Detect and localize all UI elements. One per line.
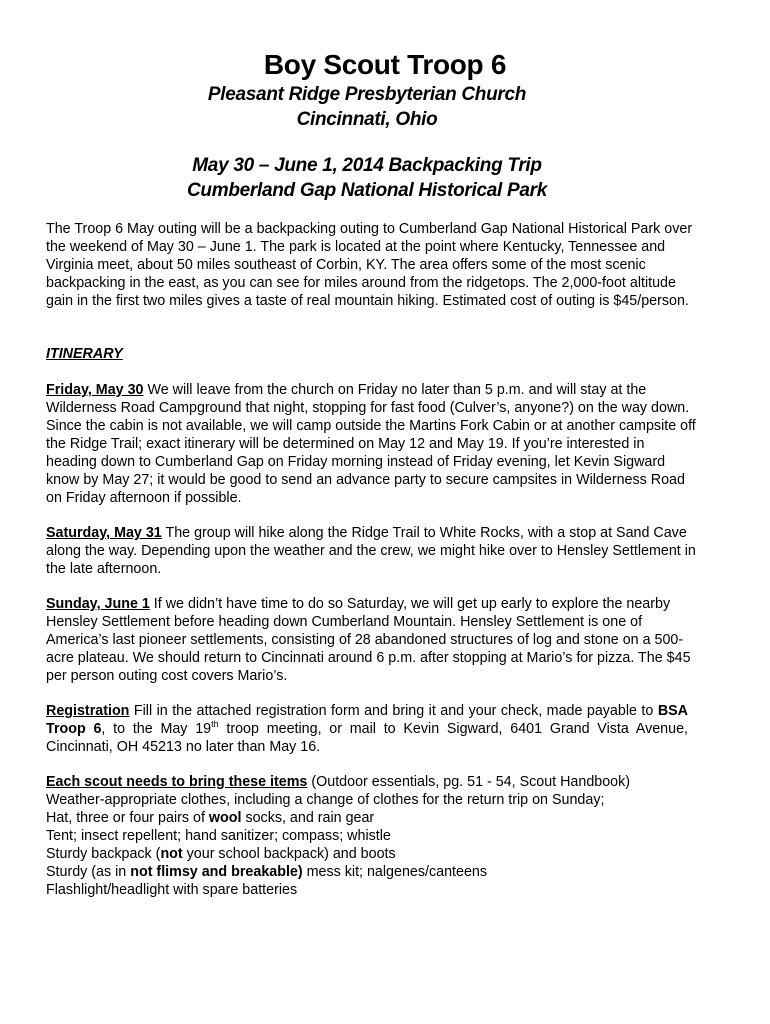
items-note: (Outdoor essentials, pg. 51 - 54, Scout Handbook) xyxy=(307,774,631,790)
items-line-2-c: socks, and rain gear xyxy=(241,810,375,826)
items-line-1: Weather-appropriate clothes, including a change of clothes for the return trip on Sunday; xyxy=(46,792,605,808)
items-line-2-a: Hat, three or four pairs of xyxy=(46,810,209,826)
items-line-6: Flashlight/headlight with spare batteries xyxy=(46,882,298,898)
items-heading-line xyxy=(46,773,726,791)
page-title: Boy Scout Troop 6 xyxy=(263,49,507,80)
saturday-text: The group will hike along the Ridge Trail to White Rocks, with a stop at Sand Cave along the way. Depending upon the weather and the crew, we might hike over to Hensley Settlement in the late afternoon. xyxy=(46,525,696,577)
items-line-4 xyxy=(46,845,726,863)
trip-location: Cumberland Gap National Historical Park xyxy=(187,180,547,201)
items-line-5-c: mess kit; nalgenes/canteens xyxy=(302,864,488,880)
items-line-2-b: wool xyxy=(208,810,242,826)
registration-text-2: , to the May 19 xyxy=(101,721,212,737)
itinerary-heading: ITINERARY xyxy=(46,346,123,362)
church-name: Pleasant Ridge Presbyterian Church xyxy=(207,84,527,105)
registration-payee: BSA Troop 6 xyxy=(46,703,688,737)
saturday-paragraph xyxy=(46,524,696,578)
registration-text-1: Fill in the attached registration form and bring it and your check, made payable to xyxy=(129,703,658,719)
friday-heading: Friday, May 30 xyxy=(46,382,144,398)
items-heading: Each scout needs to bring these items xyxy=(46,774,308,790)
sunday-paragraph xyxy=(46,595,696,685)
sunday-heading: Sunday, June 1 xyxy=(46,596,150,612)
items-line-4-c: your school backpack) and boots xyxy=(182,846,396,862)
friday-text: We will leave from the church on Friday no later than 5 p.m. and will stay at the Wilderness Road Campground that night, stopping for fast food (Culver’s, anyone?) on the way down. Since the cabin is not available, we will camp outside the Martins Fork Cabin or at another campsite off the Ridge Trail; exact itinerary will be determined on May 12 and May 19. If you’re interested in heading down to Cumberland Gap on Friday morning instead of Friday evening, let Kevin Sigward know by May 27; it would be good to send an advance party to secure campsites in Wilderness Road on Friday afternoon if possible. xyxy=(46,382,696,506)
trip-dates: May 30 – June 1, 2014 Backpacking Trip xyxy=(192,155,542,176)
items-line-3: Tent; insect repellent; hand sanitizer; compass; whistle xyxy=(46,828,391,844)
items-section xyxy=(46,773,726,899)
registration-paragraph xyxy=(46,702,688,756)
friday-paragraph xyxy=(46,381,696,507)
intro-paragraph xyxy=(46,220,696,310)
items-line-5 xyxy=(46,863,726,881)
itinerary-section xyxy=(46,345,696,363)
church-city: Cincinnati, Ohio xyxy=(296,109,438,130)
sunday-text: If we didn’t have time to do so Saturday, we will get up early to explore the nearby Hensley Settlement before heading down Cumberland Mountain. Hensley Settlement is one of America’s last pioneer settlements, consisting of 28 abandoned structures of log and stone on a 500-acre plateau. We should return to Cincinnati around 6 p.m. after stopping at Mario’s for pizza. The $45 per person outing cost covers Mario’s. xyxy=(46,596,691,684)
saturday-heading: Saturday, May 31 xyxy=(46,525,162,541)
registration-sup: th xyxy=(211,719,219,730)
items-line-2 xyxy=(46,809,726,827)
items-line-5-a: Sturdy (as in xyxy=(46,864,131,880)
registration-text-3: troop meeting, or mail to Kevin Sigward, 6401 Grand Vista Avenue, Cincinnati, OH 45213 no later than May 16. xyxy=(46,721,688,755)
intro-text: The Troop 6 May outing will be a backpacking outing to Cumberland Gap National Historical Park over the weekend of May 30 – June 1. The park is located at the point where Kentucky, Tennessee and Virginia meet, about 50 miles southeast of Corbin, KY. The area offers some of the most scenic backpacking in the east, as you can see for miles around from the ridgetops. The 2,000-foot altitude gain in the first two miles gives a taste of real mountain hiking. Estimated cost of outing is $45/person. xyxy=(46,221,693,309)
items-line-4-a: Sturdy backpack ( xyxy=(46,846,161,862)
registration-heading: Registration xyxy=(46,703,130,719)
items-line-5-b: not flimsy and breakable) xyxy=(130,864,303,880)
items-line-4-b: not xyxy=(160,846,183,862)
